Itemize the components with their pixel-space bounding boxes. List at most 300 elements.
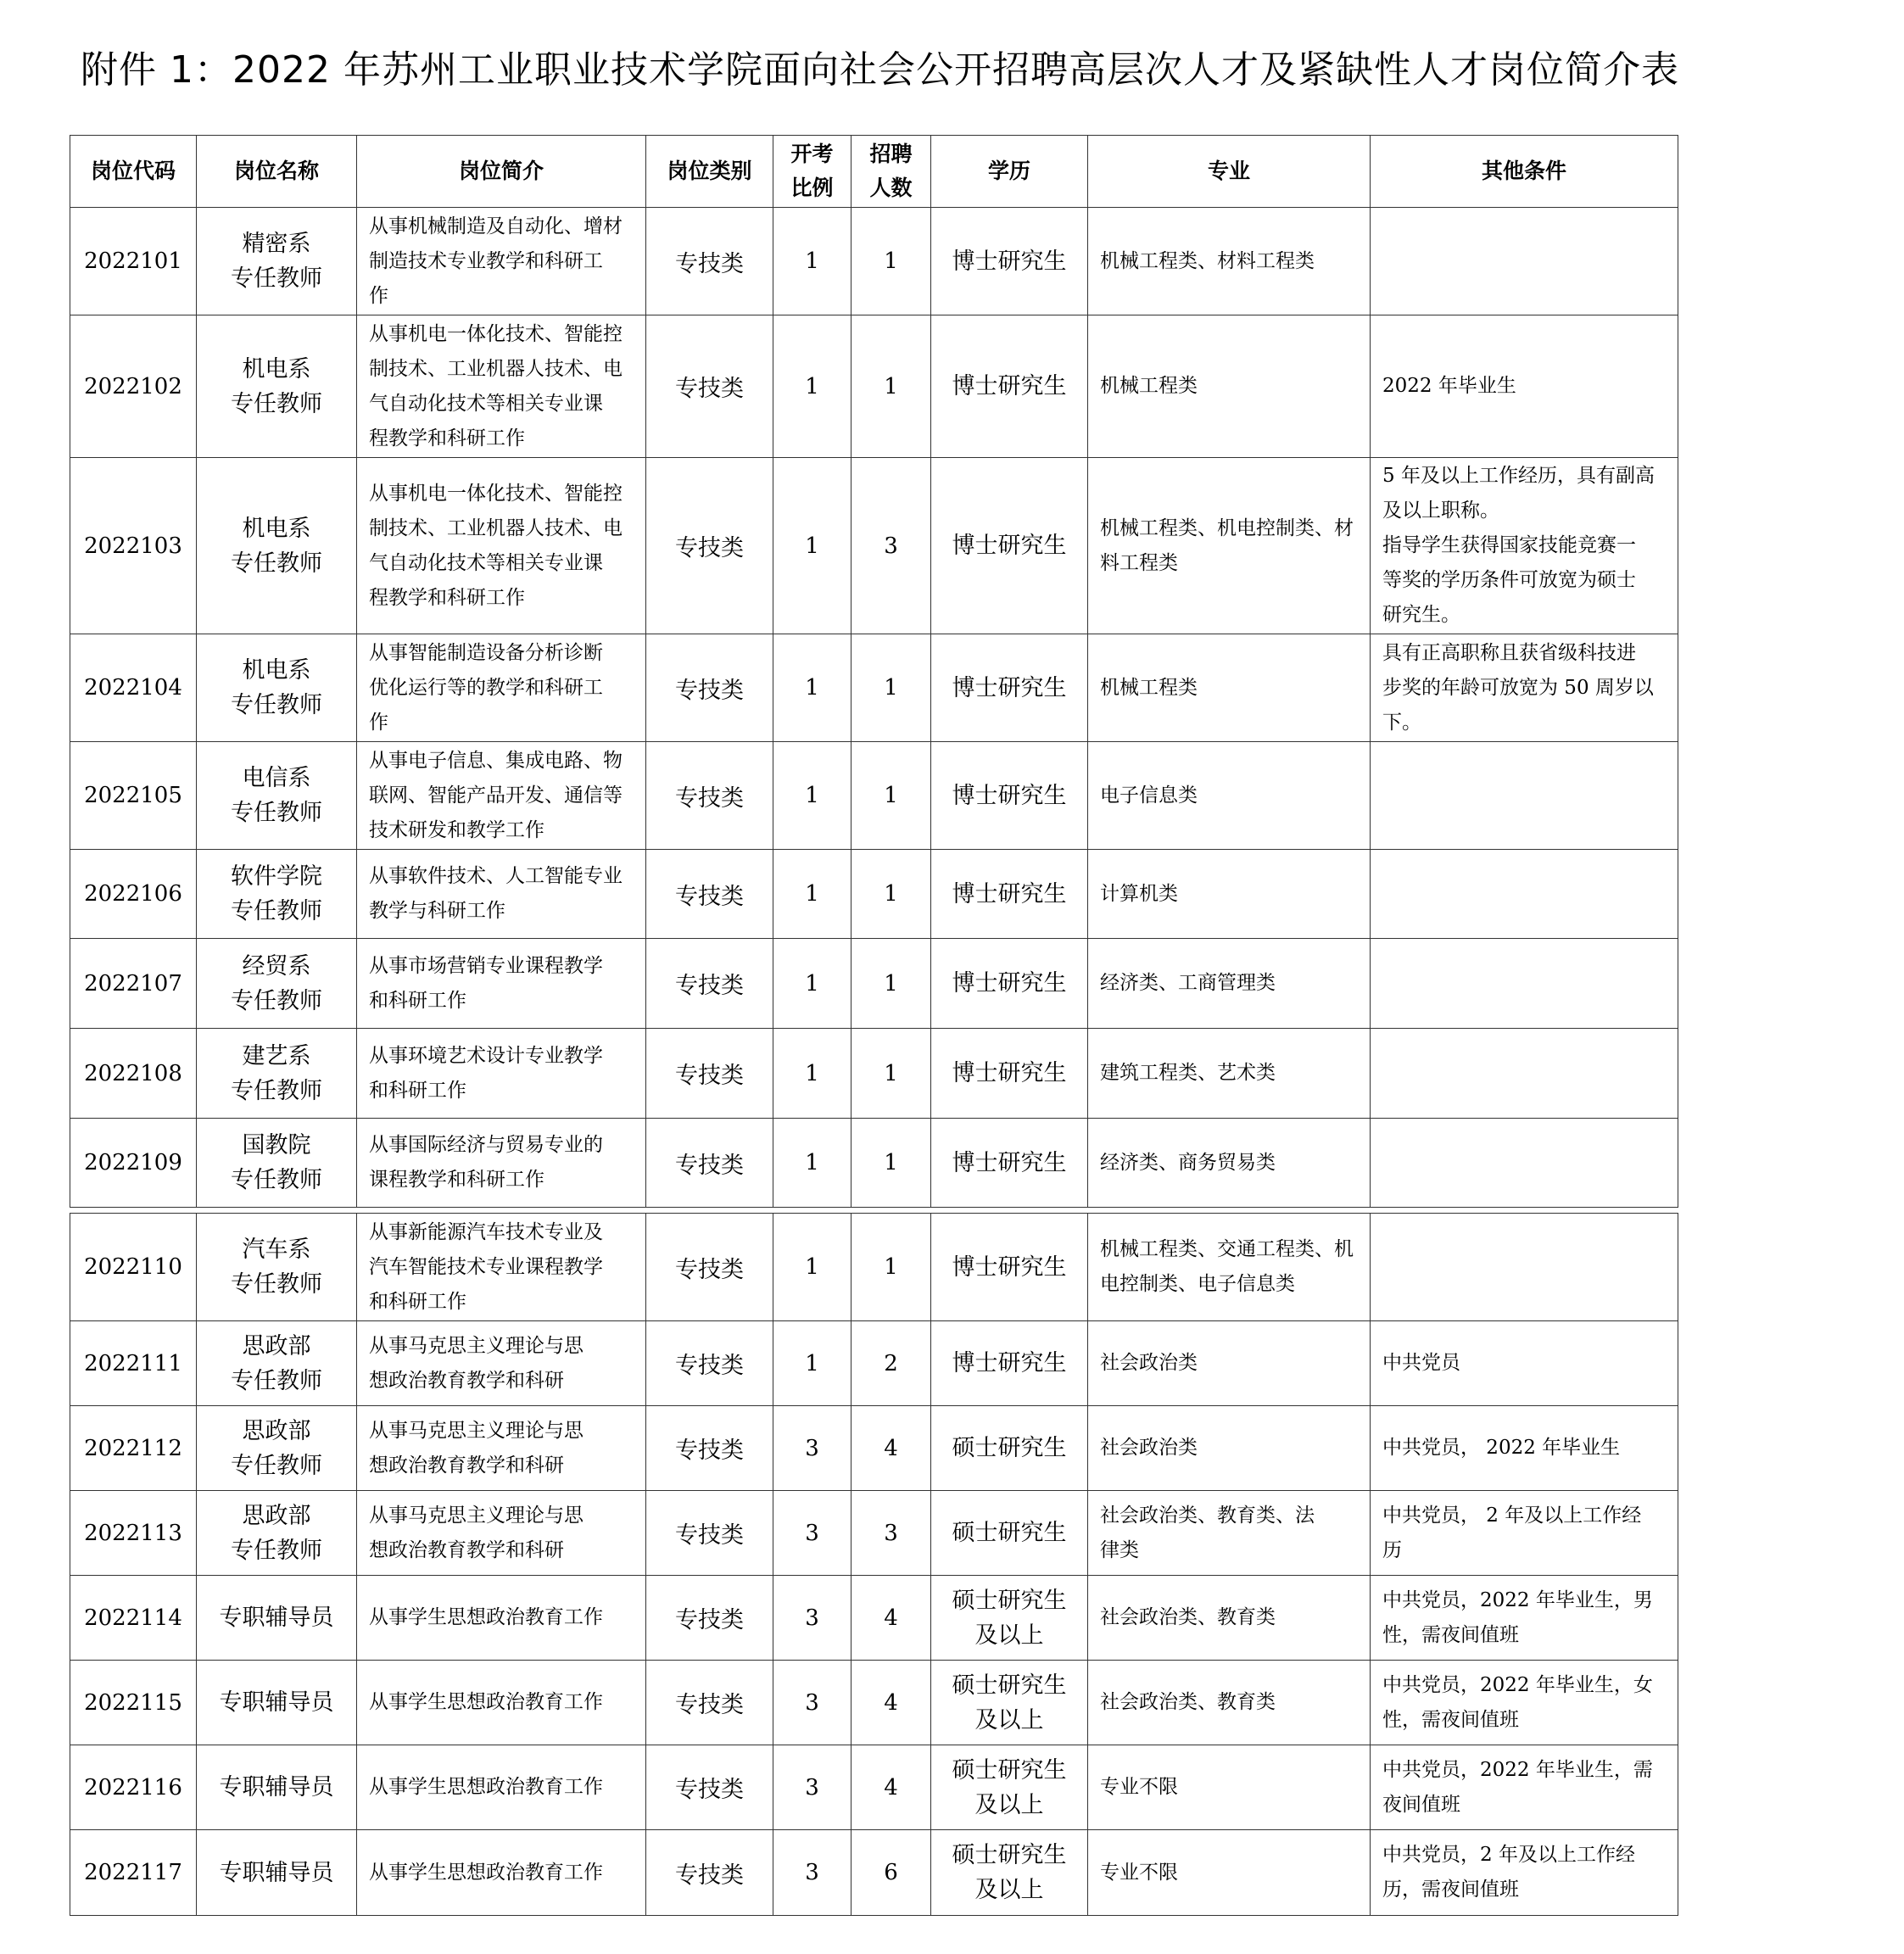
major-cell <box>1088 1406 1371 1491</box>
count-cell: 1 <box>851 1029 931 1119</box>
cell-line: 汽车智能技术专业课程教学 <box>369 1255 603 1278</box>
name-cell <box>197 1576 357 1661</box>
count-cell: 1 <box>851 1214 931 1321</box>
cell-line: 思政部 <box>242 1502 311 1529</box>
education-cell <box>931 208 1088 315</box>
cell-line: 经济类、商务贸易类 <box>1100 1151 1276 1174</box>
cell-line: 等奖的学历条件可放宽为硕士 <box>1382 569 1636 591</box>
cell-line: 及以上 <box>974 1877 1044 1903</box>
code-cell: 2022106 <box>70 850 197 939</box>
cell-line: 想政治教育教学和科研 <box>369 1369 564 1392</box>
positions-table-upper <box>70 135 1678 1208</box>
table-row <box>70 1745 1678 1830</box>
other-cell <box>1371 634 1678 742</box>
cell-line: 专任教师 <box>231 987 322 1014</box>
code-cell: 2022109 <box>70 1119 197 1208</box>
ratio-cell: 1 <box>773 634 851 742</box>
major-cell <box>1088 1029 1371 1119</box>
major-cell <box>1088 458 1371 634</box>
desc-cell <box>357 1745 646 1830</box>
category-cell: 专技类 <box>646 1214 773 1321</box>
other-cell <box>1371 1576 1678 1661</box>
header-count-line: 人数 <box>869 176 913 200</box>
header-count <box>851 136 931 208</box>
cell-line: 想政治教育教学和科研 <box>369 1538 564 1561</box>
cell-line: 制技术、工业机器人技术、电 <box>369 357 623 380</box>
cell-line: 专职辅导员 <box>219 1605 334 1631</box>
category-cell: 专技类 <box>646 1830 773 1916</box>
desc-cell <box>357 1214 646 1321</box>
count-cell: 1 <box>851 850 931 939</box>
category-cell: 专技类 <box>646 634 773 742</box>
table-row <box>70 208 1678 315</box>
cell-line: 电信系 <box>242 765 311 791</box>
education-cell <box>931 1214 1088 1321</box>
cell-line: 专任教师 <box>231 265 322 292</box>
count-cell: 1 <box>851 315 931 458</box>
table-row <box>70 1406 1678 1491</box>
ratio-cell: 1 <box>773 742 851 850</box>
cell-line: 气自动化技术等相关专业课 <box>369 392 603 415</box>
category-cell: 专技类 <box>646 1029 773 1119</box>
cell-line: 专任教师 <box>231 390 322 417</box>
education-cell <box>931 939 1088 1029</box>
code-cell: 2022116 <box>70 1745 197 1830</box>
desc-cell <box>357 1119 646 1208</box>
cell-line: 社会政治类 <box>1100 1352 1198 1374</box>
cell-line: 优化运行等的教学和科研工 <box>369 676 603 699</box>
cell-line: 硕士研究生 <box>952 1587 1067 1614</box>
other-cell <box>1371 1406 1678 1491</box>
cell-line: 中共党员， 2 年及以上工作经 <box>1382 1504 1642 1527</box>
name-cell <box>197 850 357 939</box>
cell-line: 制造技术专业教学和科研工 <box>369 249 603 272</box>
cell-line: 精密系 <box>242 231 311 257</box>
other-cell <box>1371 1029 1678 1119</box>
ratio-cell: 1 <box>773 1321 851 1406</box>
table-row <box>70 1029 1678 1119</box>
cell-line: 课程教学和科研工作 <box>369 1169 544 1191</box>
name-cell <box>197 1029 357 1119</box>
cell-line: 机电系 <box>242 355 311 382</box>
table-row <box>70 1321 1678 1406</box>
count-cell: 1 <box>851 939 931 1029</box>
cell-line: 社会政治类、教育类 <box>1100 1691 1276 1713</box>
major-cell <box>1088 1830 1371 1916</box>
cell-line: 从事马克思主义理论与思 <box>369 1504 583 1527</box>
code-cell: 2022111 <box>70 1321 197 1406</box>
code-cell: 2022112 <box>70 1406 197 1491</box>
cell-line: 机械工程类 <box>1100 676 1198 699</box>
cell-line: 博士研究生 <box>952 782 1067 809</box>
category-cell: 专技类 <box>646 1491 773 1576</box>
cell-line: 性，需夜间值班 <box>1382 1708 1519 1731</box>
education-cell <box>931 634 1088 742</box>
cell-line: 中共党员 <box>1382 1352 1460 1374</box>
count-cell: 4 <box>851 1576 931 1661</box>
cell-line: 研究生。 <box>1382 604 1460 626</box>
cell-line: 计算机类 <box>1100 882 1178 905</box>
other-cell <box>1371 742 1678 850</box>
name-cell <box>197 1119 357 1208</box>
cell-line: 料工程类 <box>1100 551 1178 574</box>
name-cell <box>197 1745 357 1830</box>
cell-line: 软件学院 <box>231 863 322 890</box>
education-cell <box>931 1830 1088 1916</box>
header-name: 岗位名称 <box>197 136 357 208</box>
count-cell: 1 <box>851 1119 931 1208</box>
cell-line: 经济类、工商管理类 <box>1100 972 1276 994</box>
cell-line: 性，需夜间值班 <box>1382 1623 1519 1646</box>
desc-cell <box>357 634 646 742</box>
desc-cell <box>357 1661 646 1745</box>
cell-line: 博士研究生 <box>952 674 1067 701</box>
cell-line: 作 <box>369 711 388 734</box>
major-cell <box>1088 208 1371 315</box>
cell-line: 博士研究生 <box>952 1350 1067 1376</box>
cell-line: 专任教师 <box>231 898 322 924</box>
cell-line: 和科研工作 <box>369 989 466 1012</box>
other-cell <box>1371 1214 1678 1321</box>
cell-line: 专职辅导员 <box>219 1774 334 1800</box>
count-cell: 4 <box>851 1406 931 1491</box>
table-row <box>70 1214 1678 1321</box>
other-cell <box>1371 850 1678 939</box>
ratio-cell: 1 <box>773 939 851 1029</box>
cell-line: 博士研究生 <box>952 533 1067 559</box>
header-desc: 岗位简介 <box>357 136 646 208</box>
cell-line: 从事市场营销专业课程教学 <box>369 954 603 977</box>
header-other: 其他条件 <box>1371 136 1678 208</box>
ratio-cell: 1 <box>773 208 851 315</box>
cell-line: 硕士研究生 <box>952 1842 1067 1868</box>
cell-line: 律类 <box>1100 1538 1139 1561</box>
category-cell: 专技类 <box>646 1321 773 1406</box>
header-ratio-line: 比例 <box>790 176 834 200</box>
cell-line: 从事机械制造及自动化、增材 <box>369 215 623 237</box>
ratio-cell: 1 <box>773 1214 851 1321</box>
category-cell: 专技类 <box>646 458 773 634</box>
cell-line: 硕士研究生 <box>952 1672 1067 1699</box>
desc-cell <box>357 742 646 850</box>
other-cell <box>1371 1491 1678 1576</box>
major-cell <box>1088 939 1371 1029</box>
name-cell <box>197 1661 357 1745</box>
desc-cell <box>357 1830 646 1916</box>
ratio-cell: 1 <box>773 850 851 939</box>
cell-line: 专任教师 <box>231 1452 322 1479</box>
cell-line: 经贸系 <box>242 952 311 980</box>
cell-line: 从事学生思想政治教育工作 <box>369 1776 603 1798</box>
name-cell <box>197 1214 357 1321</box>
cell-line: 历 <box>1382 1538 1402 1561</box>
cell-line: 和科研工作 <box>369 1290 466 1313</box>
education-cell <box>931 315 1088 458</box>
ratio-cell: 3 <box>773 1491 851 1576</box>
cell-line: 从事软件技术、人工智能专业 <box>369 865 623 887</box>
header-ratio <box>773 136 851 208</box>
cell-line: 电控制类、电子信息类 <box>1100 1273 1295 1295</box>
cell-line: 硕士研究生 <box>952 1435 1067 1461</box>
name-cell <box>197 208 357 315</box>
name-cell <box>197 315 357 458</box>
desc-cell <box>357 1029 646 1119</box>
cell-line: 从事马克思主义理论与思 <box>369 1334 583 1357</box>
cell-line: 思政部 <box>242 1332 311 1359</box>
cell-line: 硕士研究生 <box>952 1756 1067 1784</box>
education-cell <box>931 850 1088 939</box>
code-cell: 2022107 <box>70 939 197 1029</box>
cell-line: 博士研究生 <box>952 1253 1067 1281</box>
cell-line: 技术研发和教学工作 <box>369 818 544 841</box>
cell-line: 专任教师 <box>231 1077 322 1104</box>
cell-line: 专任教师 <box>231 1167 322 1193</box>
major-cell <box>1088 1119 1371 1208</box>
code-cell: 2022103 <box>70 458 197 634</box>
desc-cell <box>357 208 646 315</box>
other-cell <box>1371 458 1678 634</box>
table-header-row <box>70 136 1678 208</box>
category-cell: 专技类 <box>646 850 773 939</box>
major-cell <box>1088 315 1371 458</box>
ratio-cell: 1 <box>773 1029 851 1119</box>
cell-line: 历，需夜间值班 <box>1382 1879 1519 1901</box>
cell-line: 专职辅导员 <box>219 1859 334 1886</box>
cell-line: 电子信息类 <box>1100 784 1198 807</box>
code-cell: 2022114 <box>70 1576 197 1661</box>
table-row <box>70 1491 1678 1576</box>
cell-line: 专任教师 <box>231 692 322 718</box>
table-row <box>70 939 1678 1029</box>
education-cell <box>931 742 1088 850</box>
education-cell <box>931 1321 1088 1406</box>
other-cell <box>1371 1830 1678 1916</box>
education-cell <box>931 1576 1088 1661</box>
cell-line: 建筑工程类、艺术类 <box>1100 1062 1276 1084</box>
cell-line: 机电系 <box>242 515 311 542</box>
desc-cell <box>357 315 646 458</box>
code-cell: 2022117 <box>70 1830 197 1916</box>
cell-line: 机电系 <box>242 657 311 684</box>
name-cell <box>197 458 357 634</box>
cell-line: 专职辅导员 <box>219 1689 334 1716</box>
cell-line: 联网、智能产品开发、通信等 <box>369 784 623 807</box>
count-cell: 2 <box>851 1321 931 1406</box>
cell-line: 硕士研究生 <box>952 1520 1067 1546</box>
education-cell <box>931 1491 1088 1576</box>
major-cell <box>1088 1321 1371 1406</box>
major-cell <box>1088 850 1371 939</box>
major-cell <box>1088 1745 1371 1830</box>
header-education: 学历 <box>931 136 1088 208</box>
table-row <box>70 1119 1678 1208</box>
code-cell: 2022102 <box>70 315 197 458</box>
cell-line: 教学与科研工作 <box>369 900 505 922</box>
ratio-cell: 3 <box>773 1745 851 1830</box>
cell-line: 下。 <box>1382 711 1421 734</box>
desc-cell <box>357 1491 646 1576</box>
major-cell <box>1088 1661 1371 1745</box>
cell-line: 5 年及以上工作经历，具有副高 <box>1382 465 1655 487</box>
header-category: 岗位类别 <box>646 136 773 208</box>
count-cell: 1 <box>851 742 931 850</box>
code-cell: 2022108 <box>70 1029 197 1119</box>
education-cell <box>931 1661 1088 1745</box>
ratio-cell: 3 <box>773 1406 851 1491</box>
cell-line: 博士研究生 <box>952 248 1067 275</box>
cell-line: 社会政治类、教育类 <box>1100 1606 1276 1628</box>
category-cell: 专技类 <box>646 939 773 1029</box>
cell-line: 中共党员，2022 年毕业生，男 <box>1382 1588 1653 1611</box>
desc-cell <box>357 458 646 634</box>
name-cell <box>197 742 357 850</box>
category-cell: 专技类 <box>646 1745 773 1830</box>
cell-line: 专任教师 <box>231 1367 322 1394</box>
cell-line: 程教学和科研工作 <box>369 427 525 449</box>
education-cell <box>931 1029 1088 1119</box>
header-ratio-line: 开考 <box>790 142 834 166</box>
desc-cell <box>357 1321 646 1406</box>
cell-line: 博士研究生 <box>952 373 1067 399</box>
education-cell <box>931 458 1088 634</box>
cell-line: 及以上 <box>974 1706 1044 1733</box>
cell-line: 夜间值班 <box>1382 1793 1460 1816</box>
other-cell <box>1371 1321 1678 1406</box>
cell-line: 中共党员，2022 年毕业生，需 <box>1382 1758 1653 1781</box>
major-cell <box>1088 1491 1371 1576</box>
ratio-cell: 3 <box>773 1661 851 1745</box>
cell-line: 从事学生思想政治教育工作 <box>369 1691 603 1713</box>
ratio-cell: 3 <box>773 1830 851 1916</box>
header-count-line: 招聘 <box>869 142 913 166</box>
cell-line: 中共党员， 2022 年毕业生 <box>1382 1437 1621 1459</box>
education-cell <box>931 1119 1088 1208</box>
cell-line: 专任教师 <box>231 800 322 826</box>
table-row <box>70 1830 1678 1916</box>
cell-line: 从事智能制造设备分析诊断 <box>369 641 603 664</box>
code-cell: 2022115 <box>70 1661 197 1745</box>
cell-line: 博士研究生 <box>952 880 1067 907</box>
cell-line: 从事学生思想政治教育工作 <box>369 1606 603 1628</box>
table-row <box>70 315 1678 458</box>
other-cell <box>1371 939 1678 1029</box>
cell-line: 社会政治类 <box>1100 1437 1198 1459</box>
other-cell <box>1371 208 1678 315</box>
table-row <box>70 1661 1678 1745</box>
name-cell <box>197 939 357 1029</box>
cell-line: 中共党员，2 年及以上工作经 <box>1382 1844 1635 1866</box>
count-cell: 6 <box>851 1830 931 1916</box>
cell-line: 及以上 <box>974 1791 1044 1818</box>
positions-table-lower <box>70 1213 1678 1916</box>
code-cell: 2022110 <box>70 1214 197 1321</box>
cell-line: 指导学生获得国家技能竞赛一 <box>1382 534 1636 556</box>
cell-line: 具有正高职称且获省级科技进 <box>1382 641 1636 664</box>
cell-line: 博士研究生 <box>952 1060 1067 1086</box>
cell-line: 从事机电一体化技术、智能控 <box>369 322 623 345</box>
code-cell: 2022101 <box>70 208 197 315</box>
desc-cell <box>357 1406 646 1491</box>
code-cell: 2022105 <box>70 742 197 850</box>
table-row <box>70 634 1678 742</box>
cell-line: 汽车系 <box>242 1237 311 1263</box>
cell-line: 专任教师 <box>231 1271 322 1298</box>
ratio-cell: 1 <box>773 458 851 634</box>
cell-line: 从事机电一体化技术、智能控 <box>369 482 623 505</box>
cell-line: 机械工程类、机电控制类、材 <box>1100 516 1354 539</box>
category-cell: 专技类 <box>646 742 773 850</box>
cell-line: 制技术、工业机器人技术、电 <box>369 516 623 539</box>
category-cell: 专技类 <box>646 208 773 315</box>
ratio-cell: 3 <box>773 1576 851 1661</box>
name-cell <box>197 1406 357 1491</box>
table-row <box>70 458 1678 634</box>
cell-line: 气自动化技术等相关专业课 <box>369 551 603 574</box>
count-cell: 4 <box>851 1661 931 1745</box>
cell-line: 从事环境艺术设计专业教学 <box>369 1044 603 1067</box>
count-cell: 3 <box>851 1491 931 1576</box>
name-cell <box>197 1491 357 1576</box>
major-cell <box>1088 1576 1371 1661</box>
cell-line: 及以上职称。 <box>1382 500 1499 522</box>
cell-line: 中共党员，2022 年毕业生，女 <box>1382 1673 1653 1696</box>
cell-line: 建艺系 <box>242 1042 311 1069</box>
major-cell <box>1088 1214 1371 1321</box>
cell-line: 从事马克思主义理论与思 <box>369 1419 583 1442</box>
category-cell: 专技类 <box>646 1576 773 1661</box>
ratio-cell: 1 <box>773 315 851 458</box>
cell-line: 2022 年毕业生 <box>1382 375 1516 397</box>
cell-line: 想政治教育教学和科研 <box>369 1454 564 1477</box>
cell-line: 专业不限 <box>1100 1861 1178 1884</box>
ratio-cell: 1 <box>773 1119 851 1208</box>
header-code: 岗位代码 <box>70 136 197 208</box>
table-row <box>70 742 1678 850</box>
name-cell <box>197 1830 357 1916</box>
cell-line: 专任教师 <box>231 550 322 577</box>
cell-line: 国教院 <box>242 1132 311 1158</box>
major-cell <box>1088 634 1371 742</box>
cell-line: 从事电子信息、集成电路、物 <box>369 749 623 772</box>
cell-line: 从事国际经济与贸易专业的 <box>369 1134 603 1156</box>
category-cell: 专技类 <box>646 315 773 458</box>
cell-line: 机械工程类 <box>1100 375 1198 397</box>
cell-line: 及以上 <box>974 1622 1044 1649</box>
name-cell <box>197 1321 357 1406</box>
education-cell <box>931 1406 1088 1491</box>
major-cell <box>1088 742 1371 850</box>
cell-line: 程教学和科研工作 <box>369 586 525 609</box>
header-major: 专业 <box>1088 136 1371 208</box>
cell-line: 社会政治类、教育类、法 <box>1100 1504 1315 1527</box>
other-cell <box>1371 1745 1678 1830</box>
code-cell: 2022104 <box>70 634 197 742</box>
education-cell <box>931 1745 1088 1830</box>
cell-line: 专任教师 <box>231 1537 322 1564</box>
table-row <box>70 1576 1678 1661</box>
desc-cell <box>357 1576 646 1661</box>
other-cell <box>1371 1661 1678 1745</box>
cell-line: 步奖的年龄可放宽为 50 周岁以 <box>1382 676 1654 699</box>
desc-cell <box>357 939 646 1029</box>
count-cell: 1 <box>851 208 931 315</box>
cell-line: 和科研工作 <box>369 1079 466 1102</box>
cell-line: 从事新能源汽车技术专业及 <box>369 1220 603 1243</box>
cell-line: 博士研究生 <box>952 1149 1067 1176</box>
cell-line: 专业不限 <box>1100 1776 1178 1798</box>
cell-line: 机械工程类、交通工程类、机 <box>1100 1238 1354 1260</box>
count-cell: 4 <box>851 1745 931 1830</box>
